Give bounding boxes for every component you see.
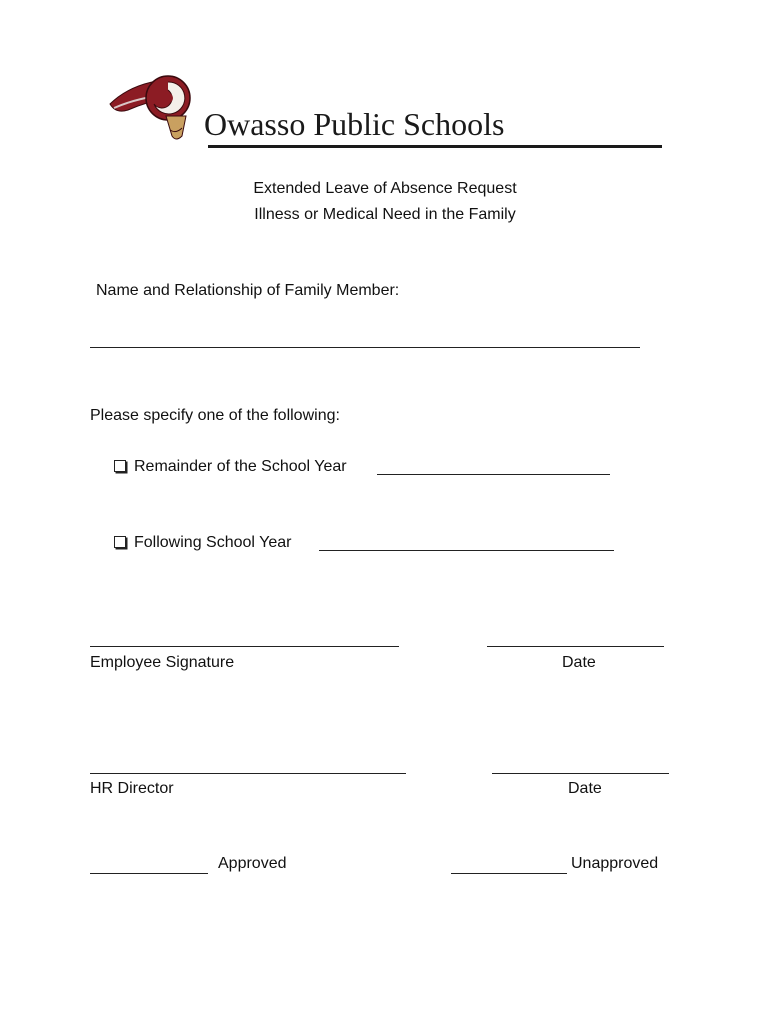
employee-date-line[interactable] <box>487 646 664 647</box>
hr-director-signature-line[interactable] <box>90 773 406 774</box>
title-underline <box>208 145 662 148</box>
family-member-field[interactable] <box>90 347 640 348</box>
form-subtitle: Illness or Medical Need in the Family <box>254 206 516 223</box>
approved-label: Approved <box>218 855 287 872</box>
checkbox-remainder-school-year[interactable] <box>114 460 126 472</box>
hr-date-line[interactable] <box>492 773 669 774</box>
approved-line[interactable] <box>90 873 208 874</box>
employee-signature-line[interactable] <box>90 646 399 647</box>
option-following-label: Following School Year <box>134 534 292 551</box>
unapproved-line[interactable] <box>451 873 567 874</box>
family-member-label: Name and Relationship of Family Member: <box>96 282 400 299</box>
form-title: Extended Leave of Absence Request <box>253 180 517 197</box>
following-school-year-field[interactable] <box>319 550 614 551</box>
school-name: Owasso Public Schools <box>204 106 505 142</box>
option-remainder-school-year[interactable] <box>114 458 347 476</box>
option-remainder-label: Remainder of the School Year <box>134 458 347 475</box>
specify-label: Please specify one of the following: <box>90 407 340 424</box>
ram-logo-icon <box>106 70 196 146</box>
option-following-school-year[interactable] <box>114 534 291 552</box>
remainder-school-year-field[interactable] <box>377 474 610 475</box>
checkbox-following-school-year[interactable] <box>114 536 126 548</box>
employee-signature-label: Employee Signature <box>90 654 235 671</box>
hr-date-label: Date <box>568 780 602 797</box>
unapproved-label: Unapproved <box>571 855 659 872</box>
hr-director-label: HR Director <box>90 780 174 797</box>
employee-date-label: Date <box>562 654 596 671</box>
